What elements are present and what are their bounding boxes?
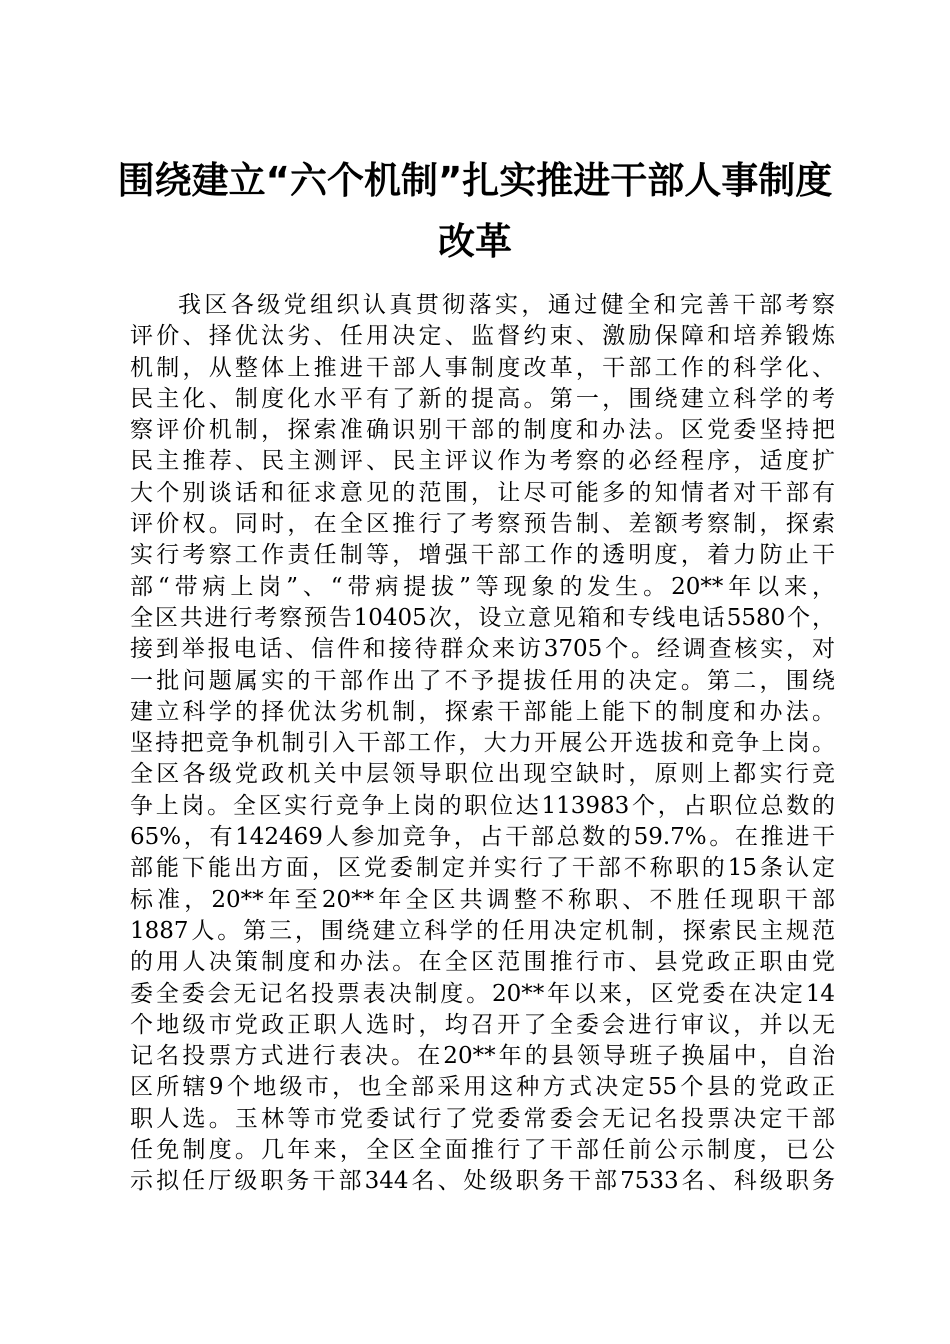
body-line: 实行考察工作责任制等，增强干部工作的透明度，着力防止干 [130, 542, 835, 569]
body-line: 争上岗。全区实行竞争上岗的职位达113983个，占职位总数的 [130, 792, 835, 819]
body-line: 任免制度。几年来，全区全面推行了干部任前公示制度，已公 [130, 1137, 835, 1164]
body-line: 民主化、制度化水平有了新的提高。第一，围绕建立科学的考 [130, 385, 835, 412]
document-body [130, 290, 835, 1198]
body-line: 的用人决策制度和办法。在全区范围推行市、县党政正职由党 [130, 949, 835, 976]
body-line: 评价权。同时，在全区推行了考察预告制、差额考察制，探索 [130, 511, 835, 538]
body-line: 记名投票方式进行表决。在20**年的县领导班子换届中，自治 [130, 1043, 835, 1070]
body-line: 示拟任厅级职务干部344名、处级职务干部7533名、科级职务 [130, 1168, 835, 1195]
body-line: 标准，20**年至20**年全区共调整不称职、不胜任现职干部 [130, 886, 835, 913]
body-line: 民主推荐、民主测评、民主评议作为考察的必经程序，适度扩 [130, 448, 835, 475]
body-line: 接到举报电话、信件和接待群众来访3705个。经调查核实，对 [130, 636, 835, 663]
body-line: 全区共进行考察预告10405次，设立意见箱和专线电话5580个， [130, 604, 835, 631]
document-title-line-1: 围绕建立“六个机制”扎实推进干部人事制度 [117, 159, 833, 202]
body-line: 评价、择优汰劣、任用决定、监督约束、激励保障和培养锻炼 [130, 323, 835, 350]
body-line: 委全委会无记名投票表决制度。20**年以来，区党委在决定14 [130, 980, 835, 1007]
body-line: 个地级市党政正职人选时，均召开了全委会进行审议，并以无 [130, 1011, 835, 1038]
body-line: 察评价机制，探索准确识别干部的制度和办法。区党委坚持把 [130, 417, 835, 444]
body-line: 部“带病上岗”、“带病提拔”等现象的发生。20**年以来， [130, 573, 835, 600]
body-line: 部能下能出方面，区党委制定并实行了干部不称职的15条认定 [130, 855, 835, 882]
body-line: 区所辖9个地级市，也全部采用这种方式决定55个县的党政正 [130, 1074, 835, 1101]
body-line: 坚持把竞争机制引入干部工作，大力开展公开选拔和竞争上岗。 [130, 730, 835, 757]
body-line: 一批问题属实的干部作出了不予提拔任用的决定。第二，围绕 [130, 667, 835, 694]
body-line: 1887人。第三，围绕建立科学的任用决定机制，探索民主规范 [130, 917, 835, 944]
body-line: 建立科学的择优汰劣机制，探索干部能上能下的制度和办法。 [130, 698, 835, 725]
body-line: 我区各级党组织认真贯彻落实，通过健全和完善干部考察 [178, 292, 835, 318]
body-line: 职人选。玉林等市党委试行了党委常委会无记名投票决定干部 [130, 1105, 835, 1132]
document-title-line-2: 改革 [438, 220, 512, 263]
body-line: 大个别谈话和征求意见的范围，让尽可能多的知情者对干部有 [130, 479, 835, 506]
body-line: 65%，有142469人参加竞争，占干部总数的59.7%。在推进干 [130, 824, 835, 851]
body-line: 全区各级党政机关中层领导职位出现空缺时，原则上都实行竞 [130, 761, 835, 788]
body-line: 机制，从整体上推进干部人事制度改革，干部工作的科学化、 [130, 354, 835, 381]
